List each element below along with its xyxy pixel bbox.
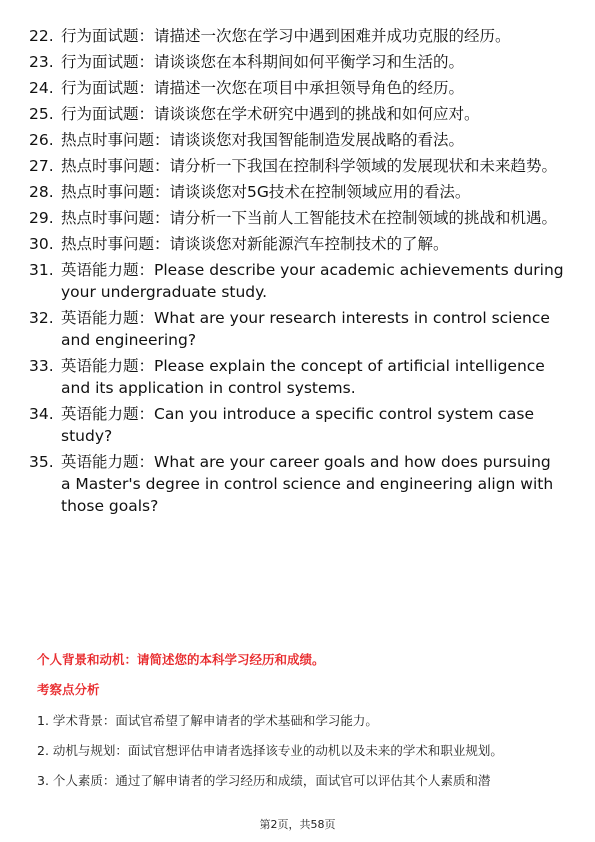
page-footer: 第2页，共58页 (259, 818, 336, 831)
question-number: 30. (29, 235, 54, 253)
analysis-point: 2. 动机与规划：面试官想评估申请者选择该专业的动机以及未来的学术和职业规划。 (37, 743, 503, 758)
question-item (0, 25, 595, 47)
question-number: 28. (29, 183, 54, 201)
question-number: 23. (29, 53, 54, 71)
analysis-point: 1. 学术背景：面试官希望了解申请者的学术基础和学习能力。 (37, 713, 378, 728)
question-text: 热点时事问题：请谈谈您对新能源汽车控制技术的了解。 (61, 235, 449, 253)
question-list (0, 25, 595, 521)
question-text: 热点时事问题：请分析一下我国在控制科学领域的发展现状和未来趋势。 (61, 157, 558, 175)
section-heading: 个人背景和动机：请简述您的本科学习经历和成绩。 (37, 652, 325, 667)
question-text: 英语能力题：Can you introduce a specific control system case study? (61, 405, 535, 445)
question-item (0, 451, 595, 517)
question-text: 热点时事问题：请分析一下当前人工智能技术在控制领域的挑战和机遇。 (61, 209, 558, 227)
question-number: 33. (29, 357, 54, 375)
question-number: 31. (29, 261, 54, 279)
question-item (0, 233, 595, 255)
question-item (0, 77, 595, 99)
question-number: 35. (29, 453, 54, 471)
question-text: 英语能力题：What are your research interests in control science and engineering? (61, 309, 550, 349)
question-item (0, 355, 595, 399)
question-number: 32. (29, 309, 54, 327)
question-number: 25. (29, 105, 54, 123)
question-number: 26. (29, 131, 54, 149)
question-item (0, 207, 595, 229)
question-text: 英语能力题：What are your career goals and how does pursuing a Master's degree in control science and engineering align with those goals? (61, 453, 554, 515)
question-item (0, 155, 595, 177)
question-item (0, 103, 595, 125)
analysis-point: 3. 个人素质：通过了解申请者的学习经历和成绩，面试官可以评估其个人素质和潜 (37, 773, 491, 788)
question-item (0, 259, 595, 303)
question-number: 22. (29, 27, 54, 45)
question-item (0, 51, 595, 73)
analysis-subheading: 考察点分析 (37, 682, 100, 697)
question-text: 行为面试题：请描述一次您在学习中遇到困难并成功克服的经历。 (61, 27, 511, 45)
question-text: 英语能力题：Please describe your academic achievements during your undergraduate study. (61, 261, 564, 301)
question-number: 29. (29, 209, 54, 227)
question-number: 24. (29, 79, 54, 97)
question-item (0, 307, 595, 351)
question-text: 热点时事问题：请谈谈您对5G技术在控制领域应用的看法。 (61, 183, 471, 201)
question-text: 英语能力题：Please explain the concept of artificial intelligence and its application in control systems. (61, 357, 545, 397)
question-text: 行为面试题：请谈谈您在学术研究中遇到的挑战和如何应对。 (61, 105, 480, 123)
question-item (0, 129, 595, 151)
question-number: 27. (29, 157, 54, 175)
question-text: 热点时事问题：请谈谈您对我国智能制造发展战略的看法。 (61, 131, 465, 149)
question-text: 行为面试题：请描述一次您在项目中承担领导角色的经历。 (61, 79, 465, 97)
question-text: 行为面试题：请谈谈您在本科期间如何平衡学习和生活的。 (61, 53, 465, 71)
question-item (0, 403, 595, 447)
analysis-points (37, 706, 567, 796)
question-item (0, 181, 595, 203)
question-number: 34. (29, 405, 54, 423)
